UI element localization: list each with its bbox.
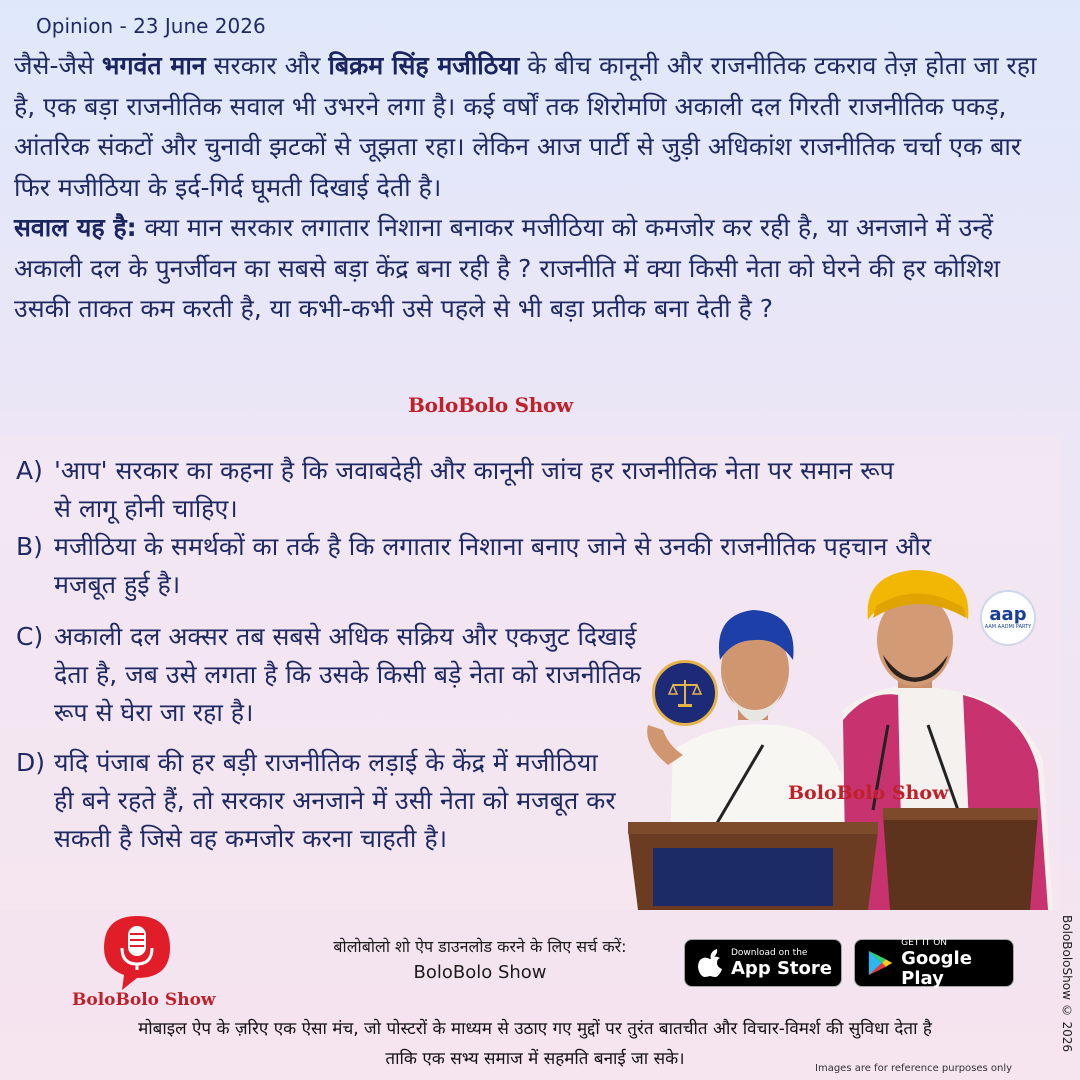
aap-party-logo bbox=[980, 590, 1036, 646]
google-play-small-text: GET IT ON bbox=[901, 937, 948, 948]
image-disclaimer: Images are for reference purposes only bbox=[815, 1063, 1013, 1074]
app-store-small-text: Download on the bbox=[731, 947, 808, 958]
brand-watermark-illustration: BoloBolo Show bbox=[788, 782, 949, 804]
option-letter: C) bbox=[16, 622, 44, 651]
option-c bbox=[16, 618, 678, 732]
apple-icon bbox=[697, 948, 723, 978]
app-store-button[interactable] bbox=[684, 939, 842, 987]
intro-paragraph-2 bbox=[14, 208, 1064, 330]
dateline: Opinion - 23 June 2026 bbox=[36, 14, 266, 38]
app-store-label: App Store bbox=[731, 957, 832, 979]
option-a bbox=[16, 452, 896, 528]
option-text: 'आप' सरकार का कहना है कि जवाबदेही और कानूनी जांच हर राजनीतिक नेता पर समान रूप से लागू होनी चाहिए। bbox=[54, 456, 894, 523]
scales-of-justice-icon bbox=[652, 660, 718, 726]
option-letter: D) bbox=[16, 748, 46, 777]
option-letter: A) bbox=[16, 456, 43, 485]
option-text: अकाली दल अक्सर तब सबसे अधिक सक्रिय और एकजुट दिखाई देता है, जब उसे लगता है कि उसके किसी बड़े नेता को राजनीतिक रूप से घेरा जा रहा है। bbox=[54, 622, 642, 727]
intro-name-majithia: बिक्रम सिंह मजीठिया bbox=[328, 51, 520, 80]
intro-text bbox=[14, 46, 1064, 330]
option-letter: B) bbox=[16, 532, 43, 561]
aap-logo-text: aap bbox=[989, 604, 1027, 625]
google-play-button[interactable] bbox=[854, 939, 1014, 987]
brand-watermark: BoloBolo Show bbox=[408, 393, 573, 417]
intro-name-mann: भगवंत मान bbox=[101, 51, 206, 80]
app-description-line-1: मोबाइल ऐप के ज़रिए एक ऐसा मंच, जो पोस्टरों के माध्यम से उठाए गए मुद्दों पर तुरंत बातचीत और विचार-विमर्श की सुविधा देता है bbox=[138, 1019, 932, 1039]
option-text: यदि पंजाब की हर बड़ी राजनीतिक लड़ाई के केंद्र में मजीठिया ही बने रहते हैं, तो सरकार अनजाने में उसी नेता को मजबूत कर सकती है जिसे वह कमजोर करना चाहती है। bbox=[54, 748, 616, 853]
search-app-name: BoloBolo Show bbox=[413, 962, 547, 983]
option-d bbox=[16, 744, 624, 858]
copyright-notice: BoloBoloShow © 2026 bbox=[1060, 915, 1074, 1053]
question-text: क्या मान सरकार लगातार निशाना बनाकर मजीठिया को कमजोर कर रही है, या अनजाने में उन्हें अकाली दल के पुनर्जीवन का सबसे बड़ा केंद्र बना रही है ? राजनीति में क्या किसी नेता को घेरने की हर कोशिश उसकी ताकत कम करती है, या कभी-कभी उसे पहले से भी बड़ा प्रतीक बना देती है ? bbox=[14, 213, 1001, 323]
google-play-label: Google Play bbox=[901, 947, 972, 989]
app-description-line-2: ताकि एक सभ्य समाज में सहमति बनाई जा सके। bbox=[385, 1049, 685, 1069]
google-play-icon bbox=[867, 948, 893, 978]
aap-logo-subtext: AAM AADMI PARTY bbox=[984, 624, 1032, 630]
intro-text-a: जैसे-जैसे bbox=[14, 51, 102, 80]
search-instruction: बोलोबोलो शो ऐप डाउनलोड करने के लिए सर्च करें: bbox=[333, 937, 627, 956]
option-text: मजीठिया के समर्थकों का तर्क है कि लगातार निशाना बनाए जाने से उनकी राजनीतिक पहचान और मजबूत हुई है। bbox=[54, 532, 932, 599]
microphone-speech-bubble-icon bbox=[100, 912, 174, 992]
intro-paragraph-1 bbox=[14, 46, 1064, 208]
intro-text-c: के बीच कानूनी और राजनीतिक टकराव तेज़ होता जा रहा है, एक बड़ा राजनीतिक सवाल भी उभरने लगा है। कई वर्षों तक शिरोमणि अकाली दल गिरती राजनीतिक पकड़, आंतरिक संकटों और चुनावी झटकों से जूझता रहा। लेकिन आज पार्टी से जुड़ी अधिकांश राजनीतिक चर्चा एक बार फिर मजीठिया के इर्द-गिर्द घूमती दिखाई देती है। bbox=[14, 51, 1037, 202]
brand-logo-text: BoloBolo Show bbox=[72, 990, 216, 1010]
question-label: सवाल यह है: bbox=[14, 213, 137, 242]
intro-text-b: सरकार और bbox=[205, 51, 329, 80]
